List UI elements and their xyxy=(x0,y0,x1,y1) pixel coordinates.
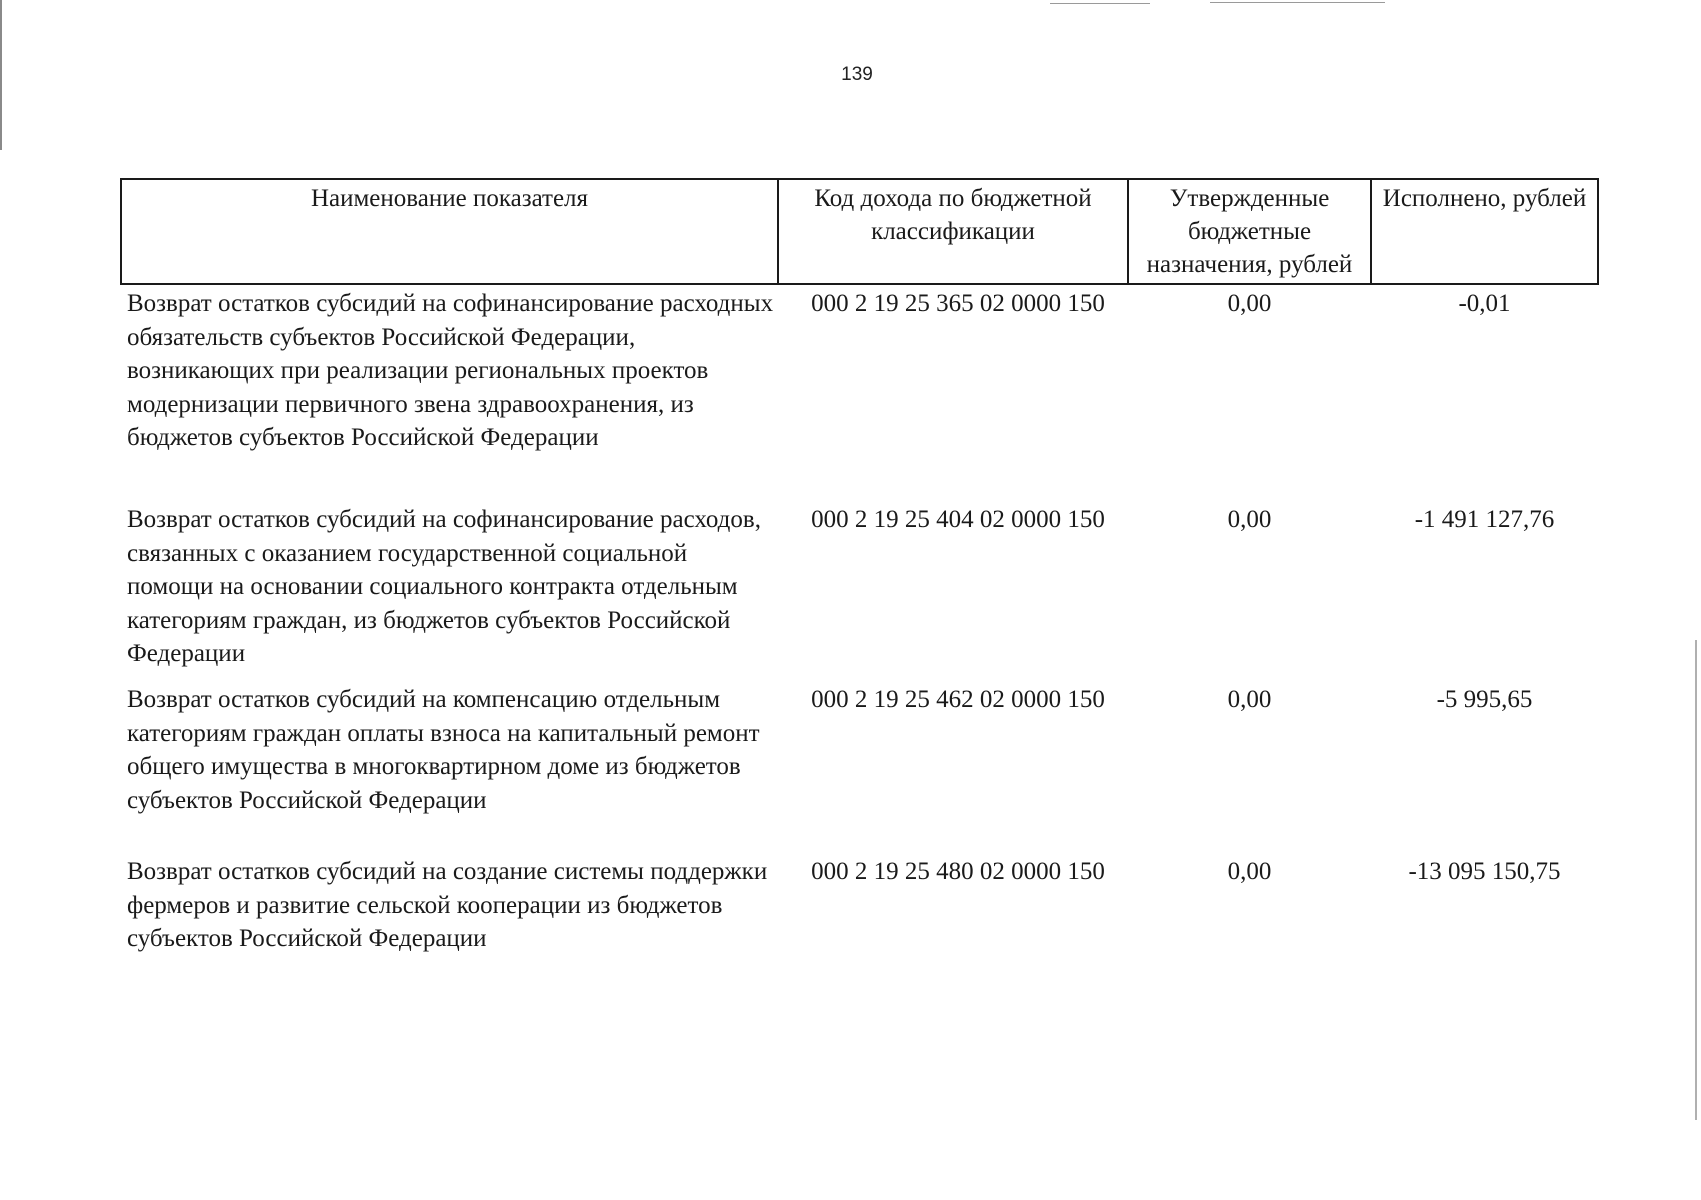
scan-edge-right xyxy=(1695,640,1697,1120)
header-executed: Исполнено, рублей xyxy=(1371,179,1598,284)
row-executed: -13 095 150,75 xyxy=(1408,858,1561,885)
row-executed: -0,01 xyxy=(1458,290,1511,317)
row-code: 000 2 19 25 404 02 0000 150 xyxy=(811,506,1105,533)
scan-edge-top xyxy=(1210,2,1385,3)
row-executed: -5 995,65 xyxy=(1436,686,1533,713)
row-approved: 0,00 xyxy=(1227,290,1272,317)
page-number: 139 xyxy=(841,64,873,85)
row-approved: 0,00 xyxy=(1227,686,1272,713)
budget-table xyxy=(120,178,1599,965)
row-name: Возврат остатков субсидий на создание системы поддержки фермеров и развитие сельской кооперации из бюджетов субъектов Российской Федерации xyxy=(127,858,768,952)
row-approved: 0,00 xyxy=(1227,858,1272,885)
header-name: Наименование показателя xyxy=(121,179,778,284)
row-approved: 0,00 xyxy=(1227,506,1272,533)
table-row xyxy=(121,503,1598,683)
row-code: 000 2 19 25 462 02 0000 150 xyxy=(811,686,1105,713)
row-executed: -1 491 127,76 xyxy=(1414,506,1555,533)
table-row xyxy=(121,855,1598,965)
row-name: Возврат остатков субсидий на софинансирование расходов, связанных с оказанием государственной социальной помощи на основании социального контракта отдельным категориям граждан, из бюджетов субъектов Российской Федерации xyxy=(127,506,761,667)
scan-edge-top-faint xyxy=(1050,3,1150,4)
row-name: Возврат остатков субсидий на софинансирование расходных обязательств субъектов Российской Федерации, возникающих при реализации региональных проектов модернизации первичного звена здравоохранения, из бюджетов субъектов Российской Федерации xyxy=(127,290,774,451)
row-code: 000 2 19 25 365 02 0000 150 xyxy=(811,290,1105,317)
header-approved: Утвержденные бюджетные назначения, рублей xyxy=(1128,179,1371,284)
row-name: Возврат остатков субсидий на компенсацию отдельным категориям граждан оплаты взноса на капитальный ремонт общего имущества в многоквартирном доме из бюджетов субъектов Российской Федерации xyxy=(127,686,760,814)
table-row xyxy=(121,284,1598,503)
row-code: 000 2 19 25 480 02 0000 150 xyxy=(811,858,1105,885)
table-header-row xyxy=(121,179,1598,284)
table-row xyxy=(121,683,1598,855)
header-code: Код дохода по бюджетной классификации xyxy=(778,179,1128,284)
